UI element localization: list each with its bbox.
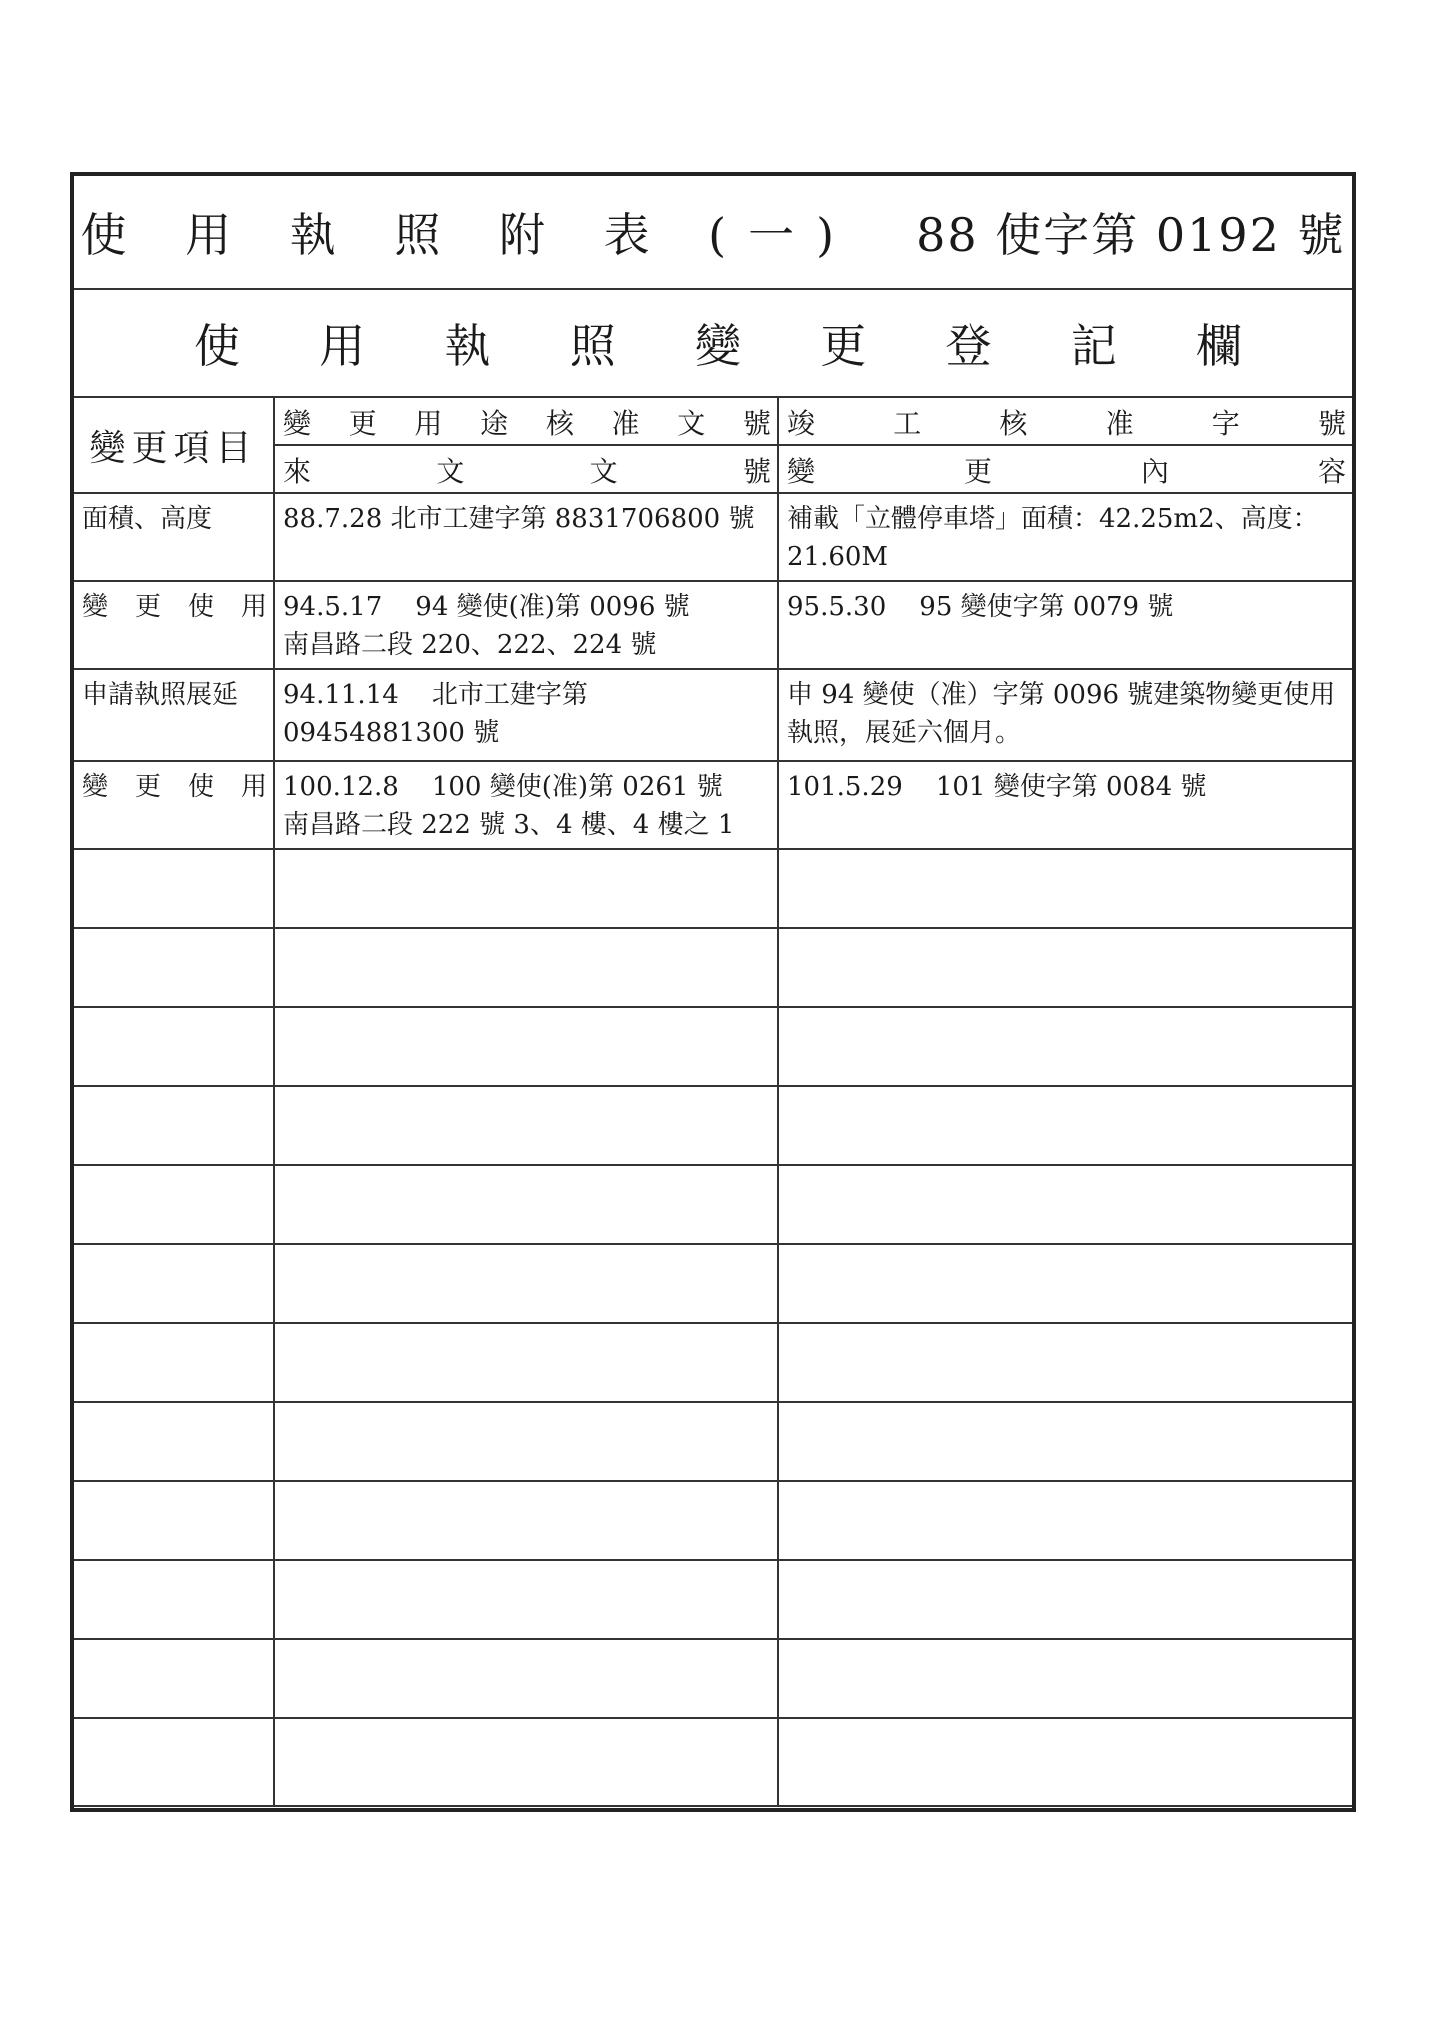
- empty-cell: [74, 1165, 274, 1244]
- empty-cell: [274, 1718, 778, 1806]
- empty-cell: [274, 1244, 778, 1323]
- row-approval-doc: [274, 669, 778, 761]
- header-char: 容: [1317, 455, 1346, 488]
- row-item-char: 用: [240, 592, 267, 622]
- subtitle-char: 記: [1070, 319, 1117, 373]
- header-change-content: [778, 445, 1352, 493]
- header-char: 變: [787, 455, 816, 488]
- empty-cell: [74, 1639, 274, 1718]
- header-char: 變: [283, 407, 312, 440]
- table-row: [74, 581, 1352, 669]
- header-char: 用: [414, 407, 443, 440]
- subtitle-char: 用: [319, 319, 366, 373]
- empty-cell: [274, 1481, 778, 1560]
- row-change-content: [778, 761, 1352, 849]
- header-char: 號: [742, 407, 771, 440]
- row-item-char: 用: [240, 772, 267, 802]
- row-content-text: 申 94 變使（准）字第 0096 號建築物變更使用執照，展延六個月。: [787, 680, 1336, 748]
- empty-table-row: [74, 1323, 1352, 1402]
- subtitle-char: 照: [569, 319, 616, 373]
- empty-table-row: [74, 1560, 1352, 1639]
- empty-cell: [778, 1165, 1352, 1244]
- header-char: 文: [436, 455, 465, 488]
- empty-cell: [274, 1323, 778, 1402]
- row-content-text: 95.5.30 95 變使字第 0079 號: [787, 592, 1174, 622]
- header-completion-no: [778, 398, 1352, 445]
- header-char: 來: [283, 455, 312, 488]
- row-approval-doc: [274, 493, 778, 581]
- row-item-char: 更: [134, 772, 161, 802]
- empty-cell: [778, 1481, 1352, 1560]
- header-char: 竣: [787, 407, 816, 440]
- row-change-content: [778, 493, 1352, 581]
- header-change-item: 變更項目: [74, 398, 274, 493]
- row-approval-doc: [274, 761, 778, 849]
- row-item-char: 變: [82, 592, 109, 622]
- row-change-content: [778, 669, 1352, 761]
- header-char: 更: [348, 407, 377, 440]
- row-content-text: 101.5.29 101 變使字第 0084 號: [787, 772, 1207, 802]
- empty-cell: [74, 1560, 274, 1639]
- row-item-text: 申請執照展延: [82, 680, 239, 710]
- header-char: 准: [1105, 407, 1134, 440]
- header-char: 准: [611, 407, 640, 440]
- row-item: [74, 581, 274, 669]
- table-row: [74, 669, 1352, 761]
- header-char: 更: [963, 455, 992, 488]
- change-record-table: [74, 398, 1352, 1807]
- empty-table-row: [74, 1639, 1352, 1718]
- header-char: 文: [589, 455, 618, 488]
- header-char: 文: [677, 407, 706, 440]
- header-char: 號: [742, 455, 771, 488]
- row-approval-text: 88.7.28 北市工建字第 8831706800 號: [283, 504, 755, 534]
- row-approval-text: 94.5.17 94 變使(准)第 0096 號 南昌路二段 220、222、224 號: [283, 592, 690, 660]
- empty-cell: [274, 928, 778, 1007]
- table-header-row: [74, 398, 1352, 445]
- empty-cell: [778, 1560, 1352, 1639]
- empty-cell: [778, 1323, 1352, 1402]
- empty-table-row: [74, 928, 1352, 1007]
- empty-cell: [74, 1481, 274, 1560]
- row-approval-text: 94.11.14 北市工建字第 09454881300 號: [283, 680, 588, 748]
- row-item-char: 使: [187, 772, 214, 802]
- empty-table-row: [74, 849, 1352, 928]
- subtitle-char: 登: [945, 319, 992, 373]
- table-row: [74, 761, 1352, 849]
- row-approval-doc: [274, 581, 778, 669]
- header-approval-doc-no: [274, 398, 778, 445]
- empty-cell: [274, 849, 778, 928]
- empty-cell: [74, 1402, 274, 1481]
- row-item: [74, 669, 274, 761]
- header-incoming-doc-no: [274, 445, 778, 493]
- title-main: 使 用 執 照 附 表 (一): [80, 208, 857, 262]
- empty-table-row: [74, 1244, 1352, 1323]
- empty-cell: [74, 928, 274, 1007]
- header-char: 途: [480, 407, 509, 440]
- row-item-char: 更: [134, 592, 161, 622]
- empty-cell: [274, 1086, 778, 1165]
- empty-cell: [74, 1244, 274, 1323]
- subtitle-char: 欄: [1196, 319, 1242, 373]
- subtitle-char: 更: [820, 319, 867, 373]
- empty-cell: [778, 849, 1352, 928]
- form-title: [74, 176, 1352, 290]
- empty-table-row: [74, 1086, 1352, 1165]
- header-char: 號: [1317, 407, 1346, 440]
- empty-cell: [274, 1639, 778, 1718]
- empty-cell: [274, 1402, 778, 1481]
- empty-cell: [778, 1244, 1352, 1323]
- empty-cell: [778, 1086, 1352, 1165]
- table-row: [74, 493, 1352, 581]
- empty-cell: [74, 849, 274, 928]
- empty-cell: [778, 1402, 1352, 1481]
- empty-table-row: [74, 1402, 1352, 1481]
- empty-cell: [778, 1639, 1352, 1718]
- empty-cell: [778, 1007, 1352, 1086]
- subtitle-char: 變: [695, 319, 741, 373]
- row-item: [74, 493, 274, 581]
- header-char: 核: [545, 407, 574, 440]
- license-number: 88 使字第 0192 號: [916, 208, 1346, 262]
- header-char: 內: [1140, 455, 1169, 488]
- empty-table-row: [74, 1165, 1352, 1244]
- empty-cell: [274, 1007, 778, 1086]
- row-item-char: 變: [82, 772, 109, 802]
- header-char: 工: [893, 407, 922, 440]
- header-char: 核: [999, 407, 1028, 440]
- empty-table-row: [74, 1481, 1352, 1560]
- row-content-text: 補載「立體停車塔」面積：42.25m2、高度：21.60M: [787, 504, 1319, 572]
- empty-cell: [778, 928, 1352, 1007]
- empty-cell: [74, 1007, 274, 1086]
- empty-cell: [274, 1165, 778, 1244]
- empty-cell: [74, 1323, 274, 1402]
- form-subtitle: [74, 290, 1352, 398]
- header-char: 字: [1211, 407, 1240, 440]
- empty-cell: [274, 1560, 778, 1639]
- empty-table-row: [74, 1718, 1352, 1806]
- license-form: [70, 172, 1356, 1812]
- empty-cell: [74, 1718, 274, 1806]
- subtitle-char: 使: [194, 319, 240, 373]
- subtitle-char: 執: [444, 319, 491, 373]
- empty-cell: [778, 1718, 1352, 1806]
- empty-cell: [74, 1086, 274, 1165]
- row-approval-text: 100.12.8 100 變使(准)第 0261 號 南昌路二段 222 號 3、4 樓、4 樓之 1: [283, 772, 735, 840]
- row-change-content: [778, 581, 1352, 669]
- empty-table-row: [74, 1007, 1352, 1086]
- row-item-text: 面積、高度: [82, 504, 213, 534]
- row-item-char: 使: [187, 592, 214, 622]
- row-item: [74, 761, 274, 849]
